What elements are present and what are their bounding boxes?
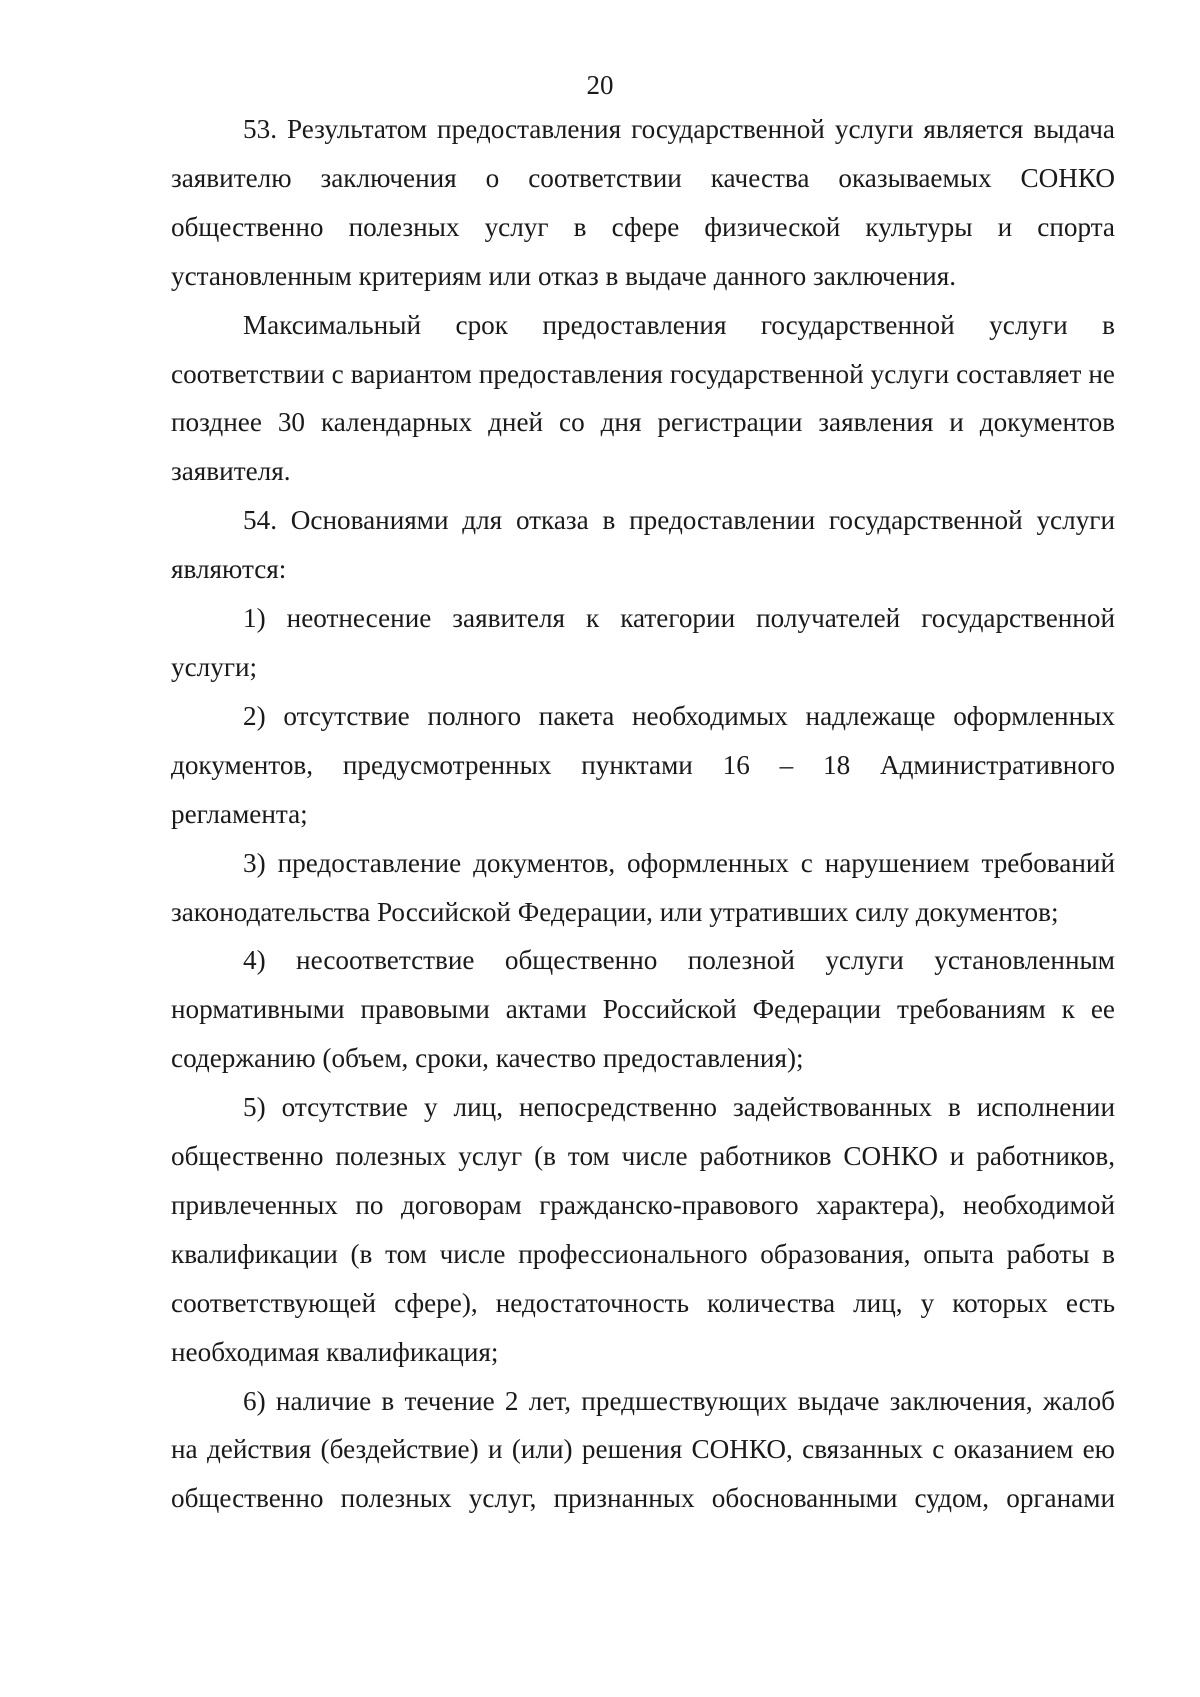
paragraph-max-term: Максимальный срок предоставления государственной услуги в соответствии с вариантом предоставления государственной услуги составляет не позднее 30 календарных дней со дня регистрации заявления и документов заявителя. (171, 309, 1115, 487)
list-item-2: 2) отсутствие полного пакета необходимых надлежаще оформленных документов, предусмотренных пунктами 16 – 18 Административного регламента; (171, 700, 1115, 829)
list-item-6: 6) наличие в течение 2 лет, предшествующих выдаче заключения, жалоб на действия (бездействие) и (или) решения СОНКО, связанных с оказанием ею общественно полезных услуг, признанных обоснованными судом, органами (171, 1385, 1115, 1514)
page-number: 20 (586, 70, 614, 100)
document-body (171, 105, 1115, 1523)
list-item-4: 4) несоответствие общественно полезной услуги установленным нормативными правовыми актами Российской Федерации требованиям к ее содержанию (объем, сроки, качество предоставления); (171, 945, 1115, 1074)
list-item-1: 1) неотнесение заявителя к категории получателей государственной услуги; (171, 603, 1115, 682)
list-item-3: 3) предоставление документов, оформленных с нарушением требований законодательства Российской Федерации, или утративших силу документов; (171, 847, 1115, 927)
paragraph-53: 53. Результатом предоставления государственной услуги является выдача заявителю заключения о соответствии качества оказываемых СОНКО общественно полезных услуг в сфере физической культуры и спорта установленным критериям или отказ в выдаче данного заключения. (171, 114, 1115, 291)
paragraph-54: 54. Основаниями для отказа в предоставлении государственной услуги являются: (171, 505, 1115, 585)
list-item-5: 5) отсутствие у лиц, непосредственно задействованных в исполнении общественно полезных услуг (в том числе работников СОНКО и работников, привлеченных по договорам гражданско-правового характера), необходимой квалификации (в том числе профессионального образования, опыта работы в соответствующей сфере), недостаточность количества лиц, у которых есть необходимая квалификация; (171, 1092, 1115, 1367)
